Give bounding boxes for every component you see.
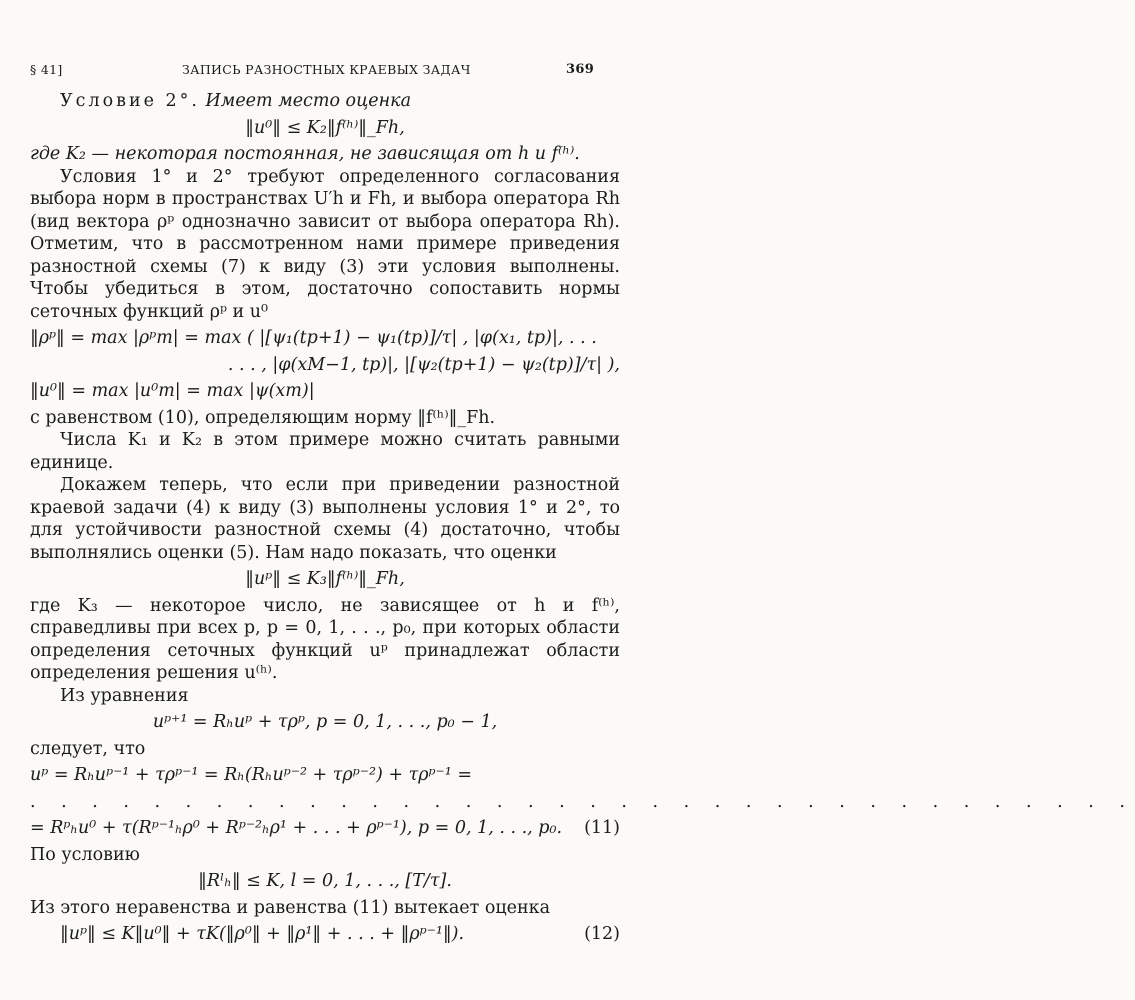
paragraph-follows: следует, что (30, 738, 146, 759)
paragraph-k1-k2: Числа K₁ и K₂ в этом примере можно считать равными единице. (30, 430, 620, 473)
paragraph-from-equation: Из уравнения (60, 685, 189, 706)
paragraph-conditions: Условия 1° и 2° требуют определенного согласования выбора норм в пространствах U′h и Fh, и выбора оператора Rh (вид вектора ρᵖ однозначно зависит от выбора оператора Rh). Отметим, что в рассмотренном нами примере приведения разностной схемы (7) к виду (3) эти условия выполнены. Чтобы убедиться в этом, достаточно сопоставить нормы сеточных функций ρᵖ и u⁰ (30, 166, 620, 322)
paragraph-k2: где K₂ — некоторая постоянная, не зависящая от h и f⁽ʰ⁾. (30, 144, 580, 164)
condition-line (30, 90, 620, 113)
formula-norm-rho: ‖ρᵖ‖ = max |ρᵖm| = max ( |[ψ₁(tp+1) − ψ₁(tp)]/τ| , |φ(x₁, tp)|, . . . (30, 328, 597, 348)
formula-norm-u0: ‖u⁰‖ = max |u⁰m| = max |ψ(xm)| (30, 381, 315, 401)
formula-recurrence: uᵖ⁺¹ = Rₕuᵖ + τρᵖ, p = 0, 1, . . ., p₀ − 1, (152, 712, 498, 732)
formula-11-row (30, 817, 620, 840)
equation-number-12: (12) (584, 924, 620, 944)
paragraph-equality-10: с равенством (10), определяющим норму ‖f⁽ʰ⁾‖_Fh. (30, 407, 496, 428)
formula-12-row (30, 923, 620, 946)
equation-number-11: (11) (584, 818, 620, 838)
paragraph-k3: где K₃ — некоторое число, не зависящее от h и f⁽ʰ⁾, справедливы при всех p, p = 0, 1, . . ., p₀, при которых области определения сеточных функций uᵖ принадлежат области определения решения u⁽ʰ⁾. (30, 595, 620, 683)
page-number: 369 (566, 62, 595, 77)
condition-label: Условие 2°. (60, 91, 200, 111)
formula-estimate-up: ‖uᵖ‖ ≤ K₃‖f⁽ʰ⁾‖_Fh, (245, 569, 405, 589)
section-marker: § 41] (30, 62, 63, 77)
condition-text: Имеет место оценка (199, 91, 412, 111)
formula-12: ‖uᵖ‖ ≤ K‖u⁰‖ + τK(‖ρ⁰‖ + ‖ρ¹‖ + . . . + ‖ρᵖ⁻¹‖). (60, 924, 465, 944)
formula-11: = Rᵖₕu⁰ + τ(Rᵖ⁻¹ₕρ⁰ + Rᵖ⁻²ₕρ¹ + . . . + ρᵖ⁻¹), p = 0, 1, . . ., p₀. (30, 818, 563, 838)
paragraph-proof: Докажем теперь, что если при приведении разностной краевой задачи (4) к виду (3) выполнены условия 1° и 2°, то для устойчивости разностной схемы (4) достаточно, чтобы выполнялись оценки (5). Нам надо показать, что оценки (30, 475, 620, 563)
paragraph-by-condition: По условию (30, 844, 140, 865)
formula-rh-bound: ‖Rˡₕ‖ ≤ K, l = 0, 1, . . ., [T/τ]. (198, 871, 452, 891)
formula-norm-rho-cont: . . . , |φ(xM−1, tp)|, |[ψ₂(tp+1) − ψ₂(tp)]/τ| ), (227, 354, 620, 375)
running-title: ЗАПИСЬ РАЗНОСТНЫХ КРАЕВЫХ ЗАДАЧ (182, 62, 471, 77)
page-body (30, 90, 1135, 950)
formula-estimate-u0: ‖u⁰‖ ≤ K₂‖f⁽ʰ⁾‖_Fh, (245, 117, 405, 138)
dotted-line: . . . . . . . . . . . . . . . . . . . . . . . . . . . . . . . . . . . . (30, 791, 1135, 812)
formula-expansion: uᵖ = Rₕuᵖ⁻¹ + τρᵖ⁻¹ = Rₕ(Rₕuᵖ⁻² + τρᵖ⁻²) + τρᵖ⁻¹ = (30, 765, 473, 785)
paragraph-inequality: Из этого неравенства и равенства (11) вытекает оценка (30, 897, 551, 918)
